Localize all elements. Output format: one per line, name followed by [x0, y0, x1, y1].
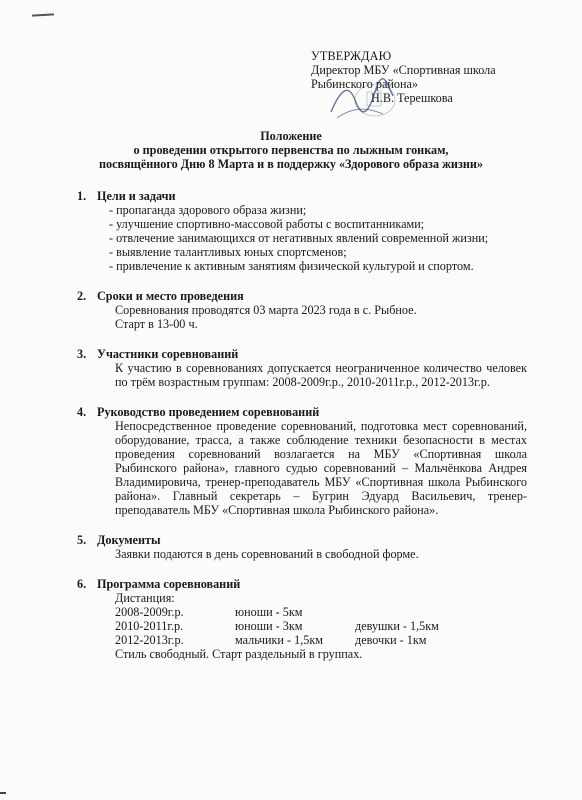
section-header: [77, 289, 527, 303]
section-management: [77, 405, 527, 517]
list-item: - отвлечение занимающихся от негативных явлений современной жизни;: [109, 231, 489, 245]
section-header: [77, 189, 527, 203]
program-row: [115, 605, 527, 619]
section-text: Непосредственное проведение соревнований, подготовка мест соревнований, оборудование, трасса, а также соблюдение техники безопасности в местах проведения соревнований возлагается на МБУ «Спортивная школа Рыбинского района», главного судью соревнований – Мальчёнкова Андрея Владимировича, тренер-преподаватель МБУ «Спортивная школа Рыбинского района». Главный секретарь – Бугрин Эдуард Васильевич, тренер-преподаватель МБУ «Спортивная школа Рыбинского района».: [115, 419, 527, 517]
program-distance: девушки - 1,5км: [355, 619, 439, 633]
approval-line-2: Рыбинского района»: [311, 77, 418, 91]
section-title: Участники соревнований: [97, 347, 239, 361]
program-distance: [355, 605, 527, 619]
program-row: [115, 619, 527, 633]
section-goals: [77, 189, 527, 273]
section-program: [77, 577, 527, 661]
heading-title: Положение: [260, 129, 322, 143]
document-heading: [0, 129, 582, 171]
section-participants: [77, 347, 527, 389]
section-body: [115, 303, 527, 331]
section-text: Заявки подаются в день соревнований в свободной форме.: [115, 547, 419, 561]
section-header: [77, 405, 527, 419]
section-number: 1.: [77, 189, 87, 203]
program-distance: юноши - 5км: [235, 605, 303, 619]
section-body: [115, 419, 527, 517]
section-number: 4.: [77, 405, 87, 419]
section-body: [109, 203, 527, 273]
style-line: Стиль свободный. Старт раздельный в группах.: [115, 647, 363, 661]
section-text: Соревнования проводятся 03 марта 2023 года в с. Рыбное.: [115, 303, 417, 317]
list-item: - пропаганда здорового образа жизни;: [109, 203, 307, 217]
program-year: 2012-2013г.р.: [115, 633, 184, 647]
approval-title: УТВЕРЖДАЮ: [311, 49, 392, 63]
section-number: 2.: [77, 289, 87, 303]
section-documents: [77, 533, 527, 561]
section-number: 5.: [77, 533, 87, 547]
section-title: Документы: [97, 533, 161, 547]
program-distance: девочки - 1км: [355, 633, 427, 647]
program-distance: мальчики - 1,5км: [235, 633, 323, 647]
section-number: 3.: [77, 347, 87, 361]
section-body: [115, 361, 527, 389]
list-item: - выявление талантливых юных спортсменов;: [109, 245, 347, 259]
section-title: Программа соревнований: [97, 577, 241, 591]
section-header: [77, 577, 527, 591]
program-distance: юноши - 3км: [235, 619, 303, 633]
list-item: - привлечение к активным занятиям физической культурой и спортом.: [109, 259, 474, 273]
section-text: Старт в 13-00 ч.: [115, 317, 198, 331]
section-title: Сроки и место проведения: [97, 289, 244, 303]
program-year: 2010-2011г.р.: [115, 619, 184, 633]
list-item: - улучшение спортивно-массовой работы с воспитанниками;: [109, 217, 425, 231]
section-header: [77, 533, 527, 547]
section-text: К участию в соревнованиях допускается неограниченное количество человек по трём возрастным группам: 2008-2009г.р., 2010-2011г.р., 2012-2013г.р.: [115, 361, 527, 389]
signature-stamp-icon: [327, 78, 397, 124]
section-header: [77, 347, 527, 361]
section-title: Цели и задачи: [97, 189, 176, 203]
program-year: 2008-2009г.р.: [115, 605, 184, 619]
scan-edge-mark: [0, 792, 6, 794]
scan-mark: [32, 13, 54, 16]
program-row: [115, 633, 527, 647]
approval-signer: Н.В. Терешкова: [371, 91, 453, 105]
section-dates-place: [77, 289, 527, 331]
approval-line-1: Директор МБУ «Спортивная школа: [311, 63, 496, 77]
section-number: 6.: [77, 577, 87, 591]
section-title: Руководство проведением соревнований: [97, 405, 320, 419]
distance-label: Дистанция:: [115, 591, 175, 605]
section-body: [115, 591, 527, 661]
heading-line-2: посвящённого Дню 8 Марта и в поддержку «Здорового образа жизни»: [99, 157, 483, 171]
section-body: [115, 547, 527, 561]
heading-line-1: о проведении открытого первенства по лыжным гонкам,: [133, 143, 449, 157]
sections: [77, 189, 527, 677]
